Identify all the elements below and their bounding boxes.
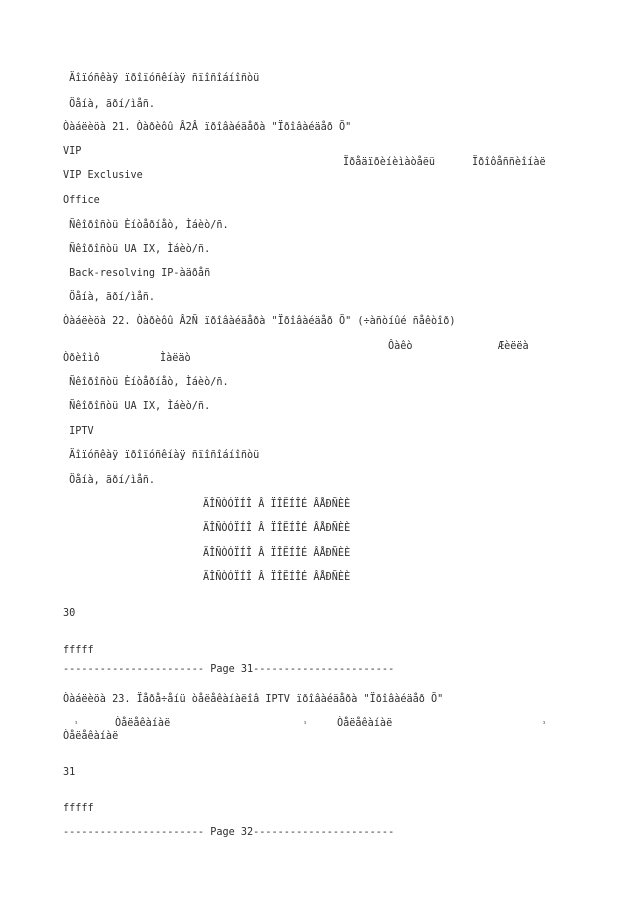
text-line: IPTV <box>63 426 94 437</box>
column-header: Òåëåêàíàë <box>63 731 119 742</box>
text-line: VIP Exclusive <box>63 170 143 181</box>
text-line: Öåíà, ãðí/ìåñ. <box>63 99 156 110</box>
table-caption: Òàáëèöà 23. Ïåðå÷åíü òåëåêàíàëîâ IPTV ïðîâàéäåðà "Ïðîâàéäåð Õ" <box>63 694 444 705</box>
text-line: Ñêîðîñòü UA IX, Ìáèò/ñ. <box>63 244 211 255</box>
text-line: Ñêîðîñòü Èíòåðíåò, Ìáèò/ñ. <box>63 377 229 388</box>
text-line: Öåíà, ãðí/ìåñ. <box>63 292 156 303</box>
text-line: fffff <box>63 645 94 656</box>
restricted-notice: ÄÎÑÒÓÏÍÎ Â ÏÎËÍÎÉ ÂÅÐÑÈÈ <box>203 499 351 510</box>
column-header: Ìàëäò <box>160 353 191 364</box>
column-header: Òåëåêàíàë <box>115 718 171 729</box>
column-header: ¹ <box>303 720 308 728</box>
text-line: Äîïóñêàÿ ïðîïóñêíàÿ ñïîñîáíîñòü <box>63 73 260 84</box>
text-line: Office <box>63 195 100 206</box>
table-caption: Òàáëèöà 21. Òàðèôû Â2Â ïðîâàéäåðà "Ïðîâàéäåð Õ" <box>63 122 352 133</box>
page-number: 31 <box>63 767 76 778</box>
column-header: Òðèîìô <box>63 353 100 364</box>
page-separator: ----------------------- Page 31----------------------- <box>63 664 395 675</box>
column-header: Ïðåäïðèíèìàòåëü <box>343 157 436 168</box>
text-line: Äîïóñêàÿ ïðîïóñêíàÿ ñïîñîáíîñòü <box>63 450 260 461</box>
column-header: Ôàêò <box>388 341 413 352</box>
restricted-notice: ÄÎÑÒÓÏÍÎ Â ÏÎËÍÎÉ ÂÅÐÑÈÈ <box>203 572 351 583</box>
text-line: VIP <box>63 146 82 157</box>
page-number: 30 <box>63 608 76 619</box>
column-header: ¹ <box>74 720 79 728</box>
text-line: Ñêîðîñòü UA IX, Ìáèò/ñ. <box>63 401 211 412</box>
restricted-notice: ÄÎÑÒÓÏÍÎ Â ÏÎËÍÎÉ ÂÅÐÑÈÈ <box>203 548 351 559</box>
text-line: Ñêîðîñòü Èíòåðíåò, Ìáèò/ñ. <box>63 220 229 231</box>
page-separator: ----------------------- Page 32----------------------- <box>63 827 395 838</box>
column-header: ¹ <box>542 720 547 728</box>
text-line: Öåíà, ãðí/ìåñ. <box>63 475 156 486</box>
text-line: Back-resolving IP-àäðåñ <box>63 268 211 279</box>
restricted-notice: ÄÎÑÒÓÏÍÎ Â ÏÎËÍÎÉ ÂÅÐÑÈÈ <box>203 523 351 534</box>
column-header: Æèëëà <box>498 341 529 352</box>
text-line: fffff <box>63 803 94 814</box>
column-header: Ïðîôåññèîíàë <box>472 157 546 168</box>
column-header: Òåëåêàíàë <box>337 718 393 729</box>
table-caption: Òàáëèöà 22. Òàðèôû Â2Ñ ïðîâàéäåðà "Ïðîâàéäåð Õ" (÷àñòíûé ñåêòîð) <box>63 316 456 327</box>
